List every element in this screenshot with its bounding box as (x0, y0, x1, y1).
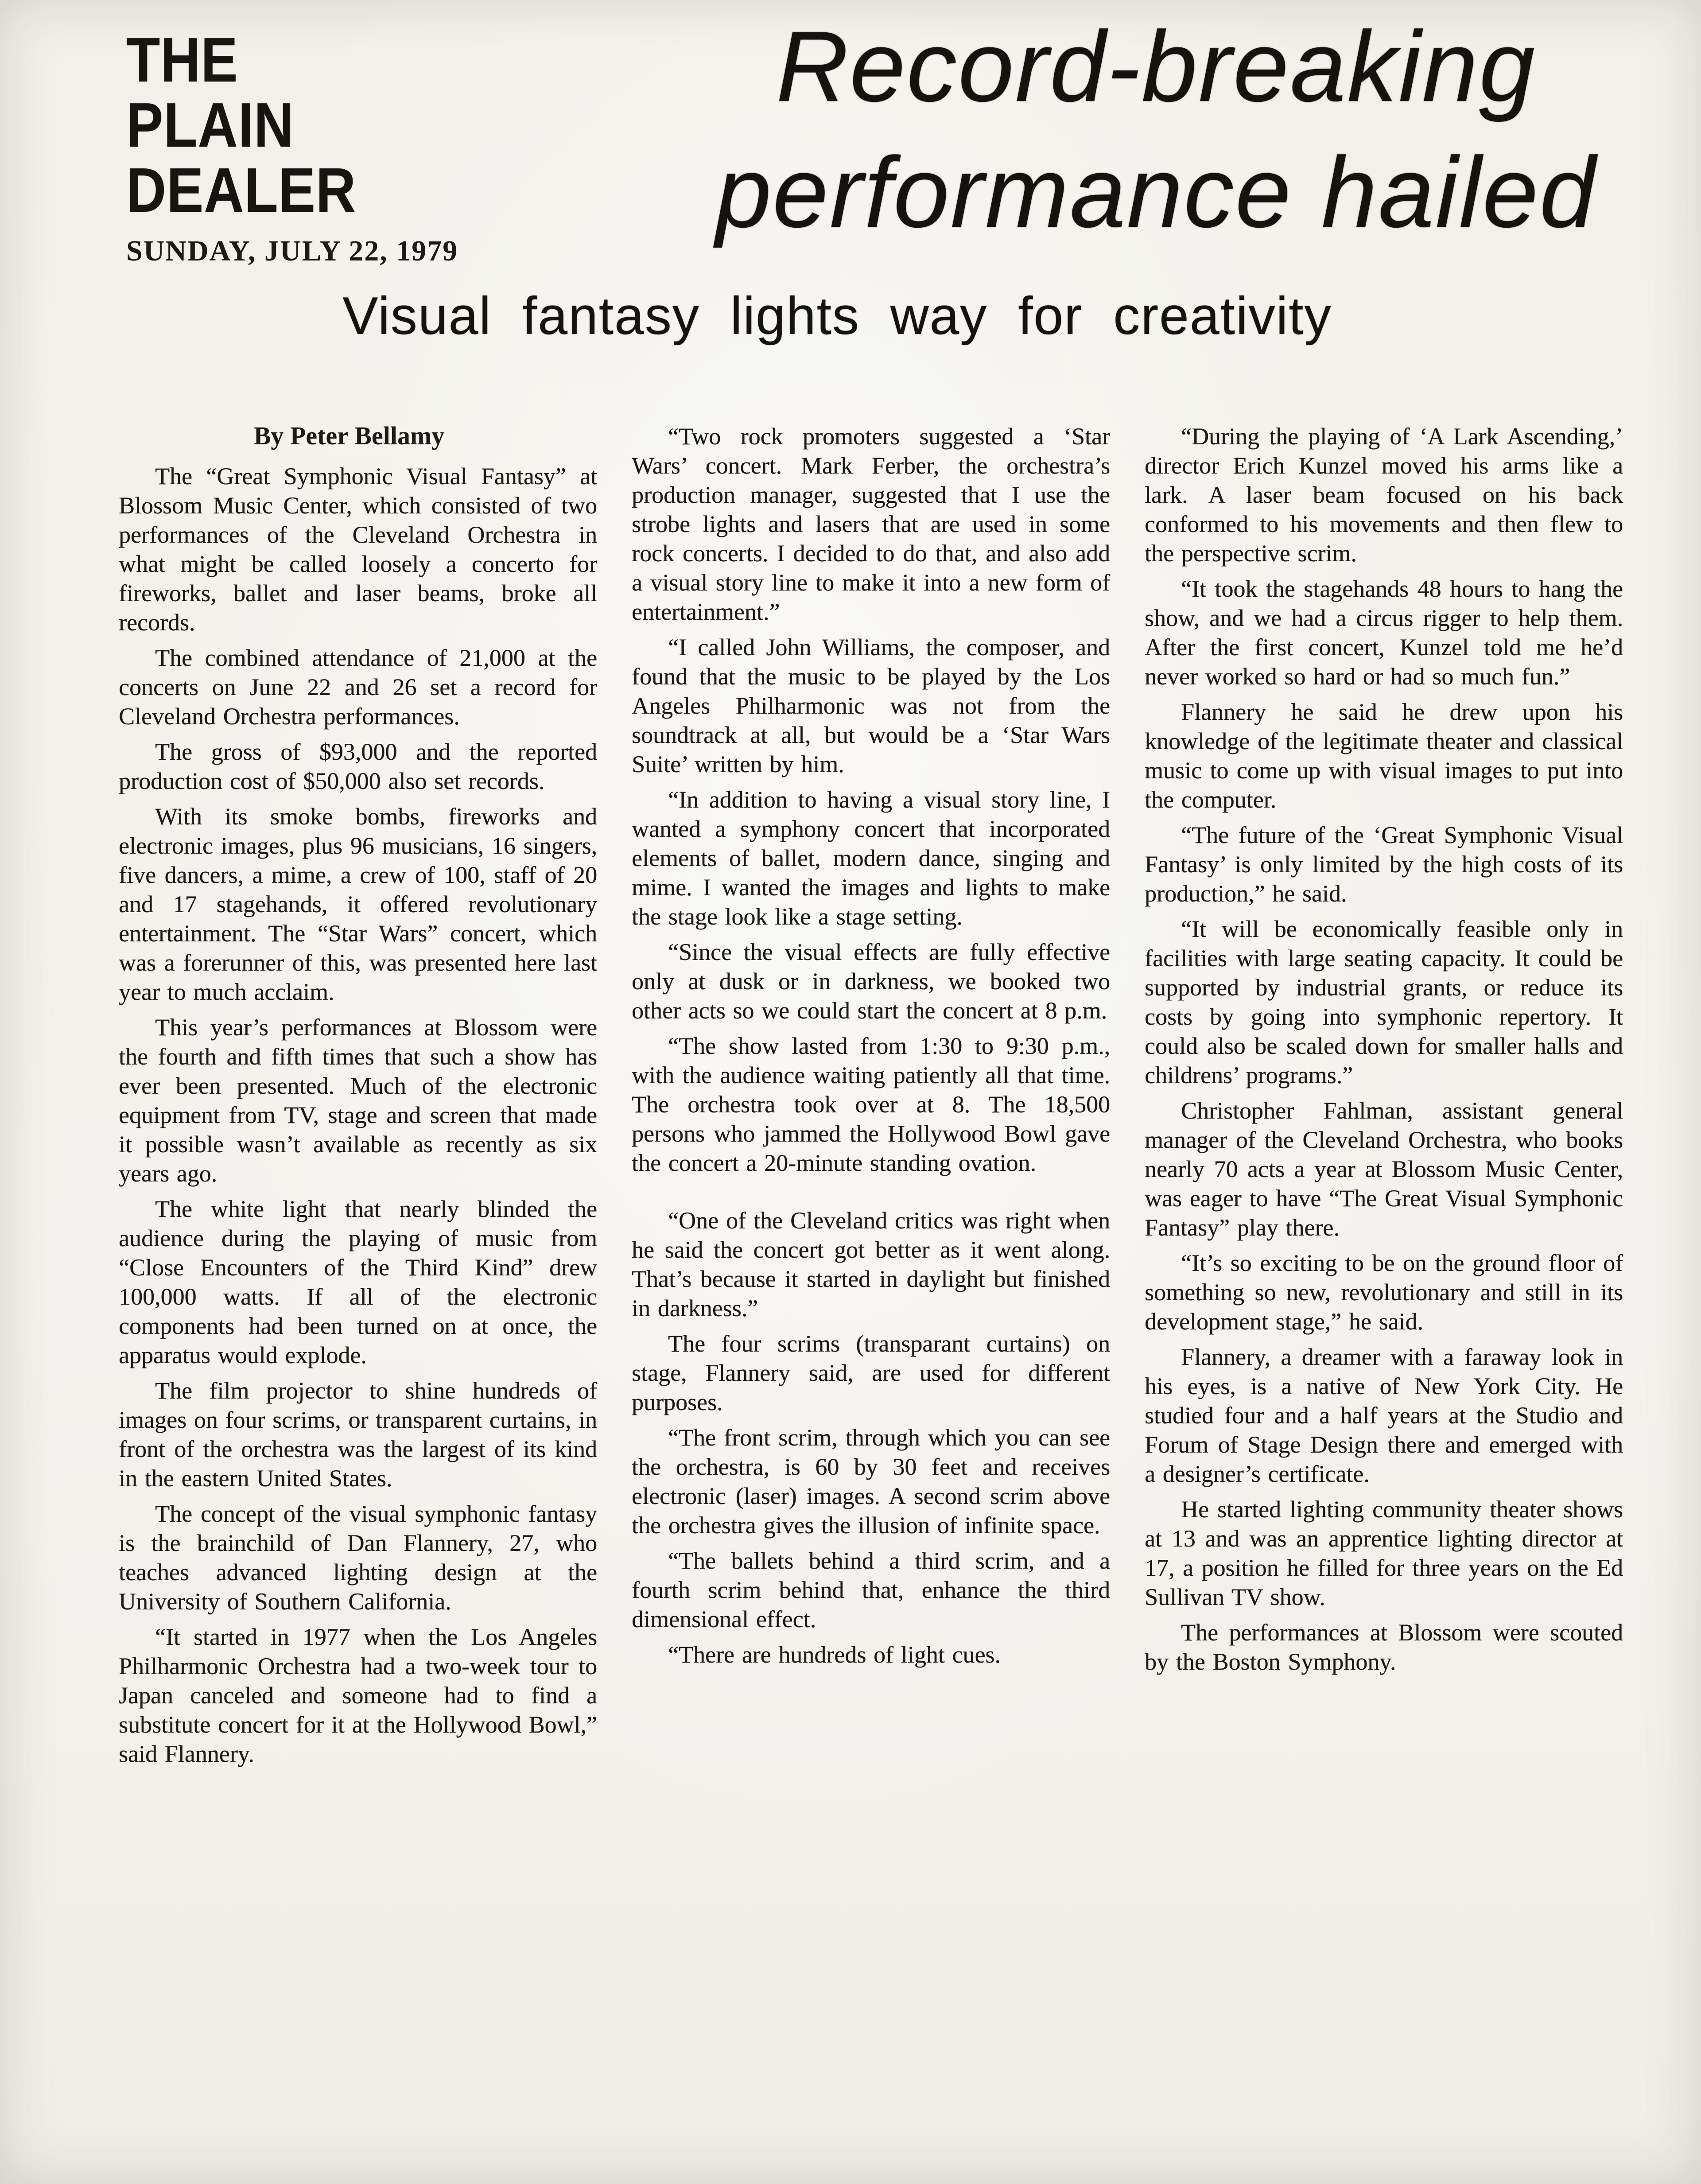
masthead-date: SUNDAY, JULY 22, 1979 (126, 235, 458, 267)
article-paragraph: “There are hundreds of light cues. (668, 1641, 1001, 1668)
article-column-1 (119, 422, 597, 1775)
byline: By Peter Bellamy (253, 421, 445, 450)
article-paragraph: This year’s performances at Blossom were the fourth and fifth times that such a show has ever been presented. Much of the electronic equipment from TV, stage and screen that made it possible wasn’t available as recently as six years ago. (119, 1014, 597, 1187)
article-paragraph: “The show lasted from 1:30 to 9:30 p.m., with the audience waiting patiently all that time. The orchestra took over at 8. The 18,500 persons who jammed the Hollywood Bowl gave the concert a 20-minute standing ovation. (632, 1033, 1110, 1176)
article-paragraph: “In addition to having a visual story line, I wanted a symphony concert that incorporated elements of ballet, modern dance, singing and mime. I wanted the images and lights to make the stage look like a stage setting. (632, 786, 1110, 930)
article-paragraph: “It’s so exciting to be on the ground floor of something so new, revolutionary and still in its development stage,” he said. (1145, 1250, 1623, 1335)
article-paragraph: Flannery, a dreamer with a faraway look in his eyes, is a native of New York City. He studied four and a half years at the Studio and Forum of Stage Design there and emerged with a designer’s certificate. (1145, 1344, 1623, 1487)
headline (620, 4, 1692, 255)
article-paragraph: “It took the stagehands 48 hours to hang the show, and we had a circus rigger to help them. After the first concert, Kunzel told me he’d never worked so hard or had so much fun.” (1145, 575, 1623, 690)
article-paragraph: The performances at Blossom were scouted by the Boston Symphony. (1145, 1619, 1623, 1675)
article-paragraph: “The ballets behind a third scrim, and a fourth scrim behind that, enhance the third dimensional effect. (632, 1547, 1110, 1632)
headline-line-2: performance hailed (715, 136, 1597, 248)
article-paragraph: The four scrims (transparant curtains) on stage, Flannery said, are used for different purposes. (632, 1330, 1110, 1415)
article-paragraph: He started lighting community theater shows at 13 and was an apprentice lighting director at 17, a position he filled for three years on the Ed Sullivan TV show. (1145, 1496, 1623, 1610)
article-paragraph: “It started in 1977 when the Los Angeles Philharmonic Orchestra had a two-week tour to Japan canceled and someone had to find a substitute concert for it at the Hollywood Bowl,” said Flannery. (119, 1624, 597, 1767)
article-paragraph: “The future of the ‘Great Symphonic Visual Fantasy’ is only limited by the high costs of its production,” he said. (1145, 822, 1623, 907)
article-paragraph: The gross of $93,000 and the reported production cost of $50,000 also set records. (119, 738, 597, 794)
subheadline: Visual fantasy lights way for creativity (342, 286, 1332, 346)
article-columns (119, 422, 1623, 1775)
article-column-3 (1145, 422, 1623, 1775)
article-paragraph: The “Great Symphonic Visual Fantasy” at Blossom Music Center, which consisted of two performances of the Cleveland Orchestra in what might be called loosely a concerto for fireworks, ballet and laser beams, broke all records. (119, 463, 597, 636)
article-paragraph: The concept of the visual symphonic fantasy is the brainchild of Dan Flannery, 27, who teaches advanced lighting design at the University of Southern California. (119, 1500, 597, 1615)
article-paragraph: The white light that nearly blinded the audience during the playing of music from “Close Encounters of the Third Kind” drew 100,000 watts. If all of the electronic components had been turned on at once, the apparatus would explode. (119, 1196, 597, 1368)
masthead-title-line-2: PLAIN (126, 90, 295, 160)
article-paragraph: Flannery he said he drew upon his knowledge of the legitimate theater and classical music to come up with visual images to put into the computer. (1145, 699, 1623, 813)
article-paragraph: Christopher Fahlman, assistant general manager of the Cleveland Orchestra, who books nearly 70 acts a year at Blossom Music Center, was eager to have “The Great Visual Symphonic Fantasy” play there. (1145, 1097, 1623, 1241)
article-paragraph: With its smoke bombs, fireworks and electronic images, plus 96 musicians, 16 singers, five dancers, a mime, a crew of 100, staff of 20 and 17 stagehands, it offered revolutionary entertainment. The “Star Wars” concert, which was a forerunner of this, was presented here last year to much acclaim. (119, 803, 597, 1005)
article-paragraph: “I called John Williams, the composer, and found that the music to be played by the Los Angeles Philharmonic was not from the soundtrack at all, but would be a ‘Star Wars Suite’ written by him. (632, 634, 1110, 777)
article-paragraph: “It will be economically feasible only in facilities with large seating capacity. It could be supported by industrial grants, or reduce its costs by going into symphonic repertory. It could also be scaled down for smaller halls and childrens’ programs.” (1145, 916, 1623, 1088)
article-paragraph: “Since the visual effects are fully effective only at dusk or in darkness, we booked two other acts so we could start the concert at 8 p.m. (632, 939, 1110, 1024)
masthead-title (126, 27, 563, 223)
article-paragraph: “The front scrim, through which you can see the orchestra, is 60 by 30 feet and receives electronic (laser) images. A second scrim above the orchestra gives the illusion of infinite space. (632, 1424, 1110, 1539)
masthead (126, 27, 622, 268)
headline-line-1: Record-breaking (776, 10, 1536, 122)
article-column-2 (632, 422, 1110, 1775)
article-paragraph: “Two rock promoters suggested a ‘Star Wars’ concert. Mark Ferber, the orchestra’s production manager, suggested that I use the strobe lights and lasers that are used in some rock concerts. I decided to do that, and also add a visual story line to make it into a new form of entertainment.” (632, 423, 1110, 625)
article-paragraph: The combined attendance of 21,000 at the concerts on June 22 and 26 set a record for Cleveland Orchestra performances. (119, 645, 597, 730)
article-paragraph: “One of the Cleveland critics was right when he said the concert got better as it went along. That’s because it started in daylight but finished in darkness.” (632, 1207, 1110, 1321)
article-paragraph: The film projector to shine hundreds of images on four scrims, or transparent curtains, in front of the orchestra was the largest of its kind in the eastern United States. (119, 1377, 597, 1492)
masthead-title-line-3: DEALER (126, 155, 357, 225)
article-paragraph: “During the playing of ‘A Lark Ascending,’ director Erich Kunzel moved his arms like a lark. A laser beam focused on his back conformed to his movements and then flew to the perspective scrim. (1145, 423, 1623, 567)
masthead-title-line-1: THE (126, 25, 238, 95)
